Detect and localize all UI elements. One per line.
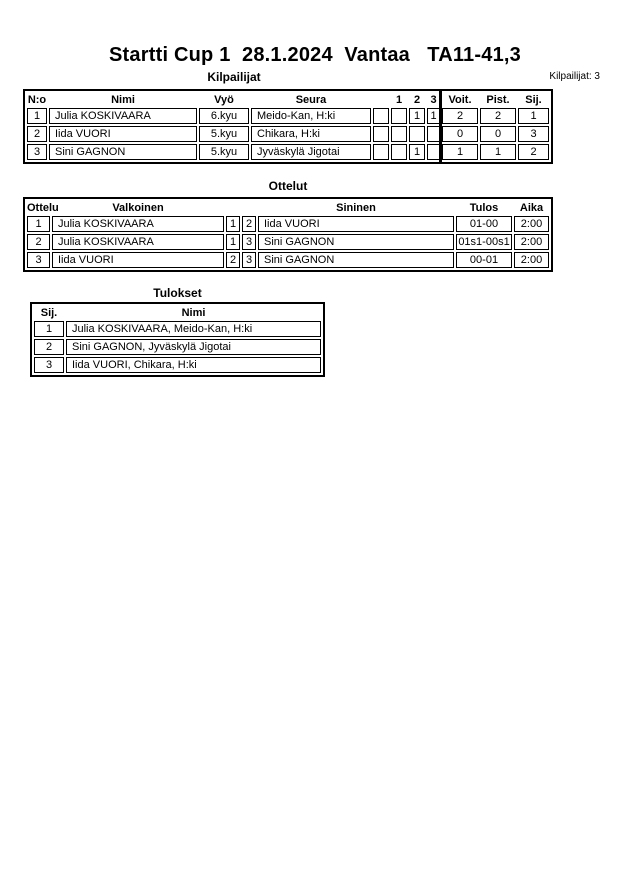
- table-row: [27, 108, 549, 124]
- column-header-sij: Sij.: [40, 306, 58, 319]
- table-row: [34, 339, 321, 355]
- cell-belt: 6.kyu: [199, 108, 249, 124]
- cell-wins: 1: [442, 144, 478, 160]
- header-row: [34, 306, 321, 319]
- cell-club: Meido-Kan, H:ki: [251, 108, 371, 124]
- cell-number: 2: [27, 126, 47, 142]
- cell-number: 1: [27, 108, 47, 124]
- table-row: [34, 321, 321, 337]
- column-header-nimi: Nimi: [181, 306, 206, 319]
- cell-white-number: 1: [226, 216, 240, 232]
- cell-blank: [373, 144, 389, 160]
- cell-name: Sini GAGNON: [49, 144, 197, 160]
- table-row: [27, 252, 549, 268]
- cell-result: 01s1-00s1: [456, 234, 512, 250]
- cell-name: Iida VUORI: [49, 126, 197, 142]
- cell-vs2: [409, 126, 425, 142]
- table-row: [27, 126, 549, 142]
- table-row: [27, 234, 549, 250]
- kilpailijat-table: [23, 89, 553, 164]
- cell-name-club: Julia KOSKIVAARA, Meido-Kan, H:ki: [66, 321, 321, 337]
- kilpailijat-table-section: [23, 89, 553, 164]
- cell-white-number: 2: [226, 252, 240, 268]
- cell-points: 2: [480, 108, 516, 124]
- cell-blue-number: 3: [242, 252, 256, 268]
- cell-club: Jyväskylä Jigotai: [251, 144, 371, 160]
- cell-place: 2: [34, 339, 64, 355]
- cell-result: 00-01: [456, 252, 512, 268]
- cell-name-club: Iida VUORI, Chikara, H:ki: [66, 357, 321, 373]
- competitor-count: Kilpailijat: 3: [549, 71, 600, 82]
- cell-vs1: [391, 126, 407, 142]
- cell-match-number: 1: [27, 216, 50, 232]
- column-header-sininen: Sininen: [336, 201, 376, 214]
- cell-blank: [373, 108, 389, 124]
- column-header-pist: Pist.: [486, 93, 510, 106]
- cell-vs2: 1: [409, 144, 425, 160]
- section-heading-ottelut: Ottelut: [268, 179, 308, 193]
- cell-white-name: Iida VUORI: [52, 252, 224, 268]
- section-heading-tulokset: Tulokset: [153, 286, 202, 300]
- column-header-blank: [226, 201, 240, 214]
- cell-wins: 0: [442, 126, 478, 142]
- cell-white-name: Julia KOSKIVAARA: [52, 234, 224, 250]
- tulokset-table: [30, 302, 325, 377]
- cell-name: Julia KOSKIVAARA: [49, 108, 197, 124]
- cell-blue-number: 2: [242, 216, 256, 232]
- ottelut-table: [23, 197, 553, 272]
- cell-place: 3: [34, 357, 64, 373]
- column-header-valkoinen: Valkoinen: [112, 201, 164, 214]
- ottelut-table-section: [23, 197, 553, 272]
- header-row: [27, 201, 549, 214]
- header-row: [27, 93, 549, 106]
- column-header-blank: [242, 201, 256, 214]
- cell-time: 2:00: [514, 234, 549, 250]
- tulokset-table-section: [30, 302, 325, 377]
- table-row: [27, 144, 549, 160]
- table-row: [34, 357, 321, 373]
- cell-name-club: Sini GAGNON, Jyväskylä Jigotai: [66, 339, 321, 355]
- column-header-2: 2: [413, 93, 421, 106]
- cell-vs1: [391, 108, 407, 124]
- cell-time: 2:00: [514, 252, 549, 268]
- cell-blue-name: Iida VUORI: [258, 216, 454, 232]
- column-header-3: 3: [430, 93, 437, 106]
- cell-number: 3: [27, 144, 47, 160]
- cell-vs2: 1: [409, 108, 425, 124]
- cell-blue-name: Sini GAGNON: [258, 252, 454, 268]
- column-header-aika: Aika: [519, 201, 544, 214]
- cell-points: 0: [480, 126, 516, 142]
- table-section-divider: [439, 89, 442, 164]
- column-header-vyo: Vyö: [214, 93, 234, 106]
- table-row: [27, 216, 549, 232]
- cell-belt: 5.kyu: [199, 144, 249, 160]
- cell-blue-name: Sini GAGNON: [258, 234, 454, 250]
- column-header-voit: Voit.: [448, 93, 472, 106]
- column-header-ottelu: Ottelu: [27, 201, 59, 214]
- page-title: Startti Cup 1 28.1.2024 Vantaa TA11-41,3: [109, 44, 521, 66]
- cell-wins: 2: [442, 108, 478, 124]
- cell-white-name: Julia KOSKIVAARA: [52, 216, 224, 232]
- cell-place: 1: [518, 108, 549, 124]
- column-header-1: 1: [395, 93, 403, 106]
- cell-white-number: 1: [226, 234, 240, 250]
- column-header-tulos: Tulos: [469, 201, 499, 214]
- cell-place: 2: [518, 144, 549, 160]
- cell-result: 01-00: [456, 216, 512, 232]
- cell-blank: [373, 126, 389, 142]
- cell-place: 3: [518, 126, 549, 142]
- cell-blue-number: 3: [242, 234, 256, 250]
- cell-club: Chikara, H:ki: [251, 126, 371, 142]
- cell-points: 1: [480, 144, 516, 160]
- column-header-blank: [373, 93, 389, 106]
- cell-time: 2:00: [514, 216, 549, 232]
- section-heading-kilpailijat: Kilpailijat: [207, 70, 261, 84]
- cell-belt: 5.kyu: [199, 126, 249, 142]
- cell-place: 1: [34, 321, 64, 337]
- column-header-seura: Seura: [295, 93, 327, 106]
- cell-vs1: [391, 144, 407, 160]
- column-header-sij: Sij.: [525, 93, 542, 106]
- column-header-nimi: Nimi: [111, 93, 135, 106]
- column-header-no: N:o: [27, 93, 47, 106]
- cell-match-number: 3: [27, 252, 50, 268]
- cell-match-number: 2: [27, 234, 50, 250]
- cell-vs3: 1: [427, 108, 440, 124]
